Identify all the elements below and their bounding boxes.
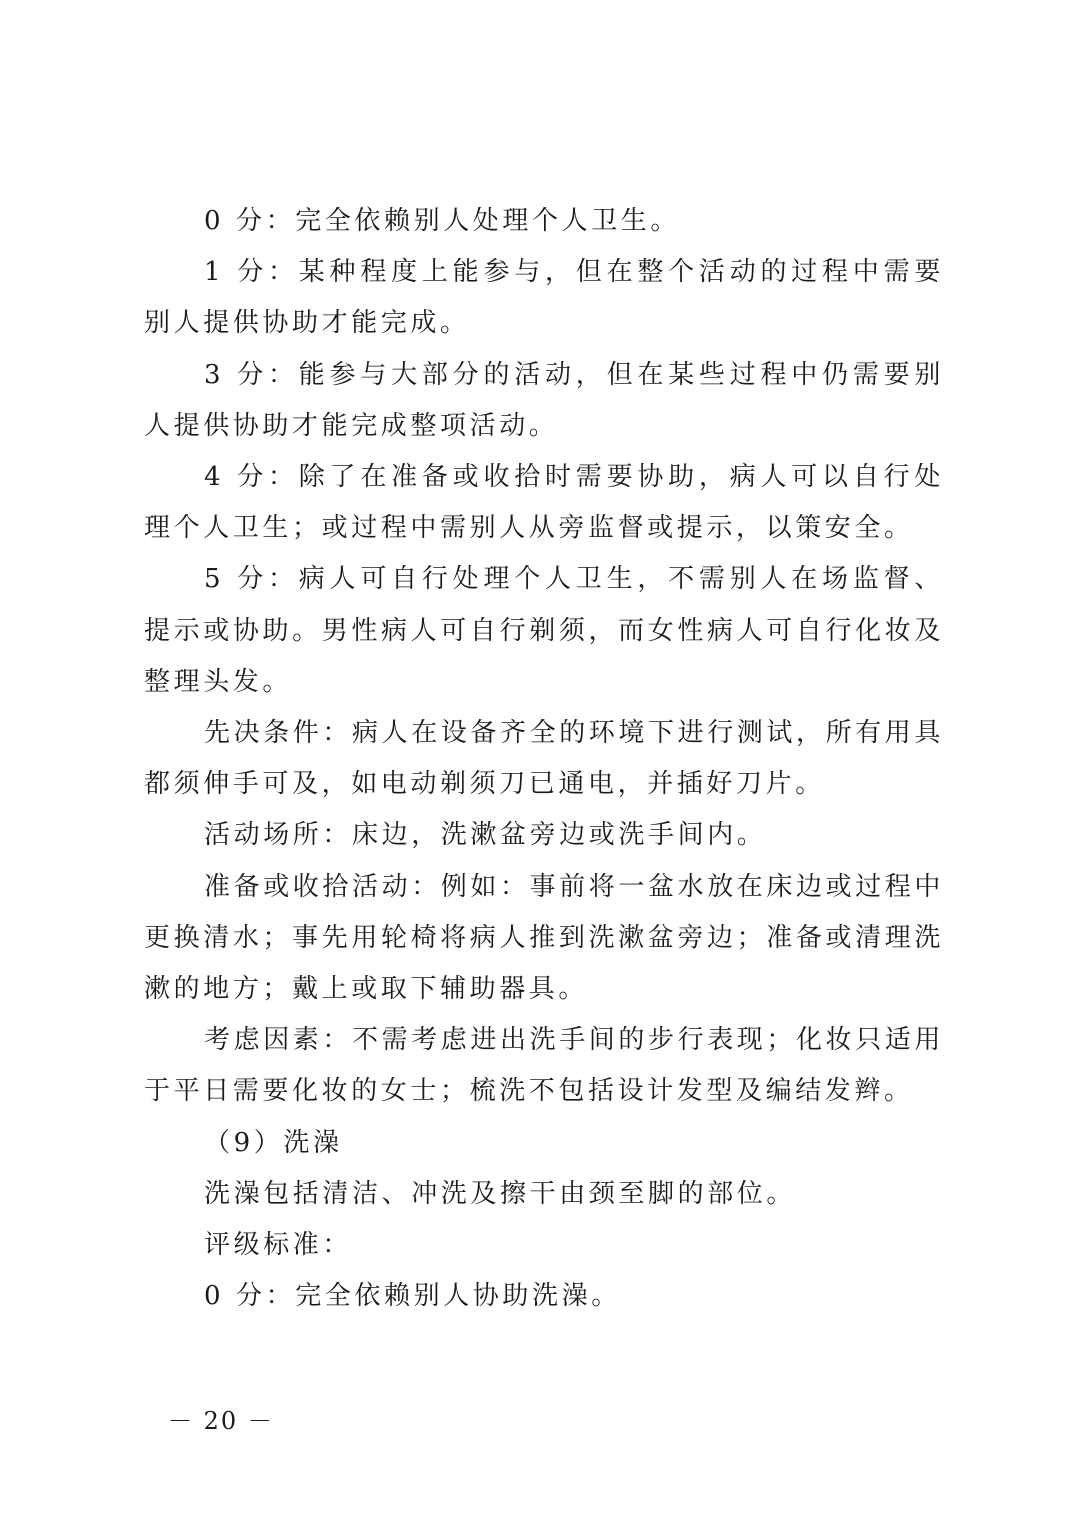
preparation-paragraph: 准备或收拾活动：例如：事前将一盆水放在床边或过程中更换清水；事先用轮椅将病人推到洗漱盆旁边；准备或清理洗漱的地方；戴上或取下辅助器具。 (144, 871, 945, 1005)
section-definition: 洗澡包括清洁、冲洗及擦干由颈至脚的部位。 (204, 1178, 797, 1209)
prerequisite-paragraph: 先决条件：病人在设备齐全的环境下进行测试，所有用具都须伸手可及，如电动剃须刀已通电，并插好刀片。 (144, 718, 945, 800)
page-number: － 20 － (168, 1407, 274, 1435)
document-body (144, 196, 944, 1322)
activity-location-paragraph: 活动场所：床边，洗漱盆旁边或洗手间内。 (204, 820, 767, 851)
score-0-paragraph: 0 分：完全依赖别人处理个人卫生。 (204, 206, 681, 236)
score-3-paragraph: 3 分：能参与大部分的活动，但在某些过程中仍需要别人提供协助才能完成整项活动。 (144, 359, 944, 441)
score-5-paragraph: 5 分：病人可自行处理个人卫生，不需别人在场监督、提示或协助。男性病人可自行剃须，而女性病人可自行化妆及整理头发。 (144, 564, 944, 697)
score-1-paragraph: 1 分：某种程度上能参与，但在整个活动的过程中需要别人提供协助才能完成。 (144, 257, 944, 339)
section-heading: （9）洗澡 (204, 1127, 343, 1158)
rating-label: 评级标准： (204, 1230, 353, 1261)
bathing-score-0: 0 分：完全依赖别人协助洗澡。 (204, 1281, 621, 1312)
considerations-paragraph: 考虑因素：不需考虑进出洗手间的步行表现；化妆只适用于平日需要化妆的女士；梳洗不包括设计发型及编结发辫。 (144, 1025, 945, 1107)
score-4-paragraph: 4 分：除了在准备或收拾时需要协助，病人可以自行处理个人卫生；或过程中需别人从旁监督或提示，以策安全。 (144, 462, 944, 544)
